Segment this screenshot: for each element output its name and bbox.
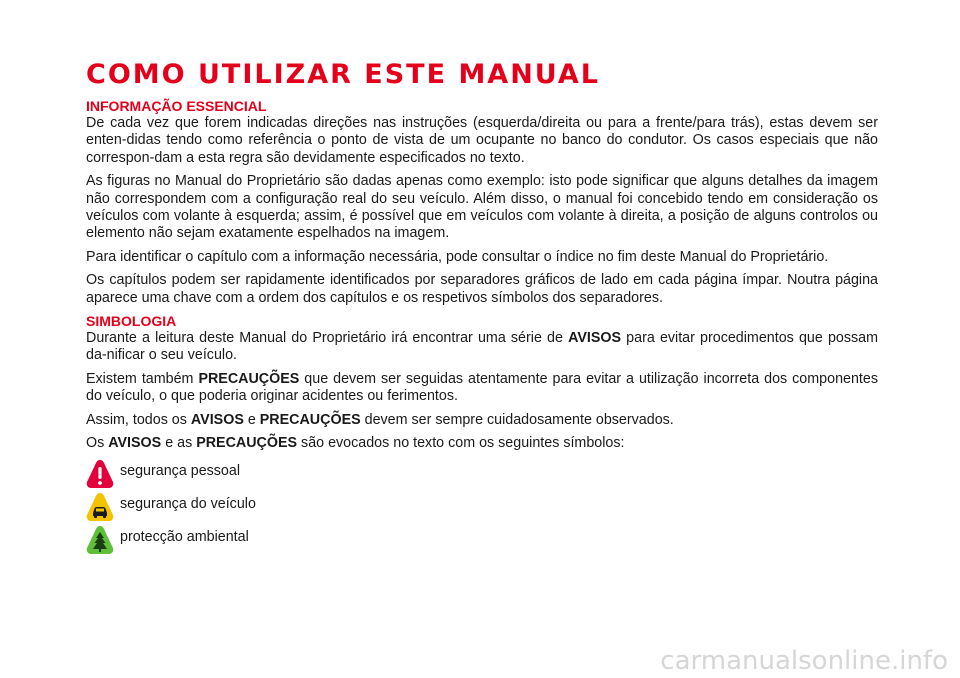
section-heading-essential-info: INFORMAÇÃO ESSENCIAL xyxy=(86,98,267,114)
paragraph-chapters: Os capítulos podem ser rapidamente identificados por separadores gráficos de lado em cada página ímpar. Noutra página aparece uma chave com a ordem dos capítulos e os respetivos símbolos dos separadores. xyxy=(86,272,878,306)
symbol-label: segurança do veículo xyxy=(120,495,256,512)
paragraph-precautions: Existem também PRECAUÇÕES que devem ser seguidas atentamente para evitar a utilização incorreta dos componentes do veículo, o que poderia originar acidentes ou ferimentos. xyxy=(86,370,878,405)
paragraph-figures: As figuras no Manual do Proprietário são dadas apenas como exemplo: isto pode significar que alguns detalhes da imagem não correspondem com a configuração real do seu veículo. Além disso, o manual foi concebido tendo em consideração os veículos com volante à esquerda; assim, é possível que em veículos com volante à direita, a posição de alguns controlos ou elemento não sejam exatamente espelhados na imagem. xyxy=(86,173,878,242)
keyword-precaucoes: PRECAUÇÕES xyxy=(196,435,298,452)
keyword-avisos: AVISOS xyxy=(568,330,622,347)
paragraph-warnings: Durante a leitura deste Manual do Proprietário irá encontrar uma série de AVISOS para evitar procedimentos que possam da-nificar o seu veículo. xyxy=(86,330,879,364)
manual-page xyxy=(86,60,878,560)
section-heading-symbology: SIMBOLOGIA xyxy=(86,313,177,330)
vehicle-safety-icon xyxy=(86,492,114,522)
keyword-avisos: AVISOS xyxy=(190,411,244,428)
watermark-text: carmanualsonline.info xyxy=(660,646,948,676)
personal-safety-icon xyxy=(86,459,114,489)
symbol-row-vehicle-safety xyxy=(86,494,878,527)
page-title: COMO UTILIZAR ESTE MANUAL xyxy=(86,59,600,90)
keyword-precaucoes: PRECAUÇÕES xyxy=(198,370,300,387)
symbol-list xyxy=(86,461,878,560)
environment-protection-icon xyxy=(86,525,114,555)
paragraph-observe: Assim, todos os AVISOS e PRECAUÇÕES devem ser sempre cuidadosamente observados. xyxy=(86,411,674,428)
keyword-precaucoes: PRECAUÇÕES xyxy=(259,411,361,428)
symbol-row-personal-safety xyxy=(86,461,878,494)
keyword-avisos: AVISOS xyxy=(108,435,162,452)
paragraph-symbols-intro: Os AVISOS e as PRECAUÇÕES são evocados no texto com os seguintes símbolos: xyxy=(86,435,625,452)
paragraph-directions: De cada vez que forem indicadas direções nas instruções (esquerda/direita ou para a frente/para trás), estas devem ser enten-didas tendo como referência o ponto de vista de um ocupante no banco do condutor. Os casos especiais que não correspon-dam a esta regra são devidamente especificados no texto. xyxy=(86,115,878,166)
symbol-label: protecção ambiental xyxy=(120,528,249,545)
symbol-row-environment xyxy=(86,527,878,560)
symbol-label: segurança pessoal xyxy=(120,462,241,479)
paragraph-index: Para identificar o capítulo com a informação necessária, pode consultar o índice no fim deste Manual do Proprietário. xyxy=(86,248,829,265)
